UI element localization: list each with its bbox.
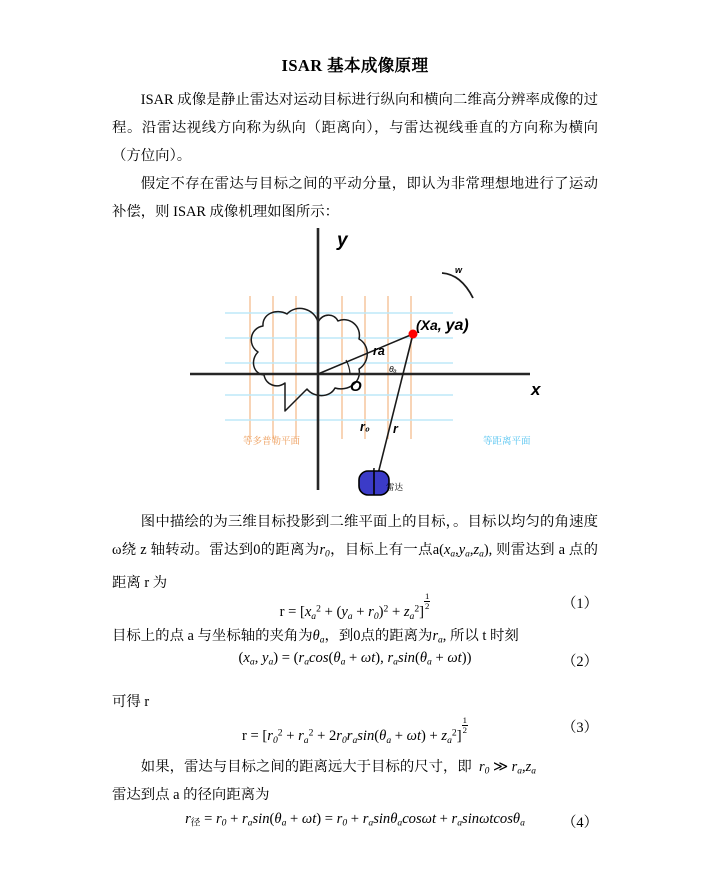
equation-1-number: （1） [562, 596, 598, 612]
page-title: ISAR 基本成像原理 [281, 56, 429, 75]
omega-label: w [455, 265, 463, 275]
origin-label: O [350, 378, 362, 395]
axis-y-label: y [337, 230, 348, 251]
paragraph-intro: ISAR 成像是静止雷达对运动目标进行纵向和横向二维高分辨率成像的过程。沿雷达视线方向称为纵向（距离向），与雷达视线垂直的方向称为横向（方位向）。 [112, 92, 598, 164]
axis-x-label: x [531, 380, 541, 399]
paragraph-far-field-condition: 如果，雷达与目标之间的距离远大于目标的尺寸，即 $r_0$ ≫ $r_a,z_a$ [140, 759, 536, 777]
r0-label: r₀ [360, 420, 370, 434]
omega-arc [442, 273, 473, 298]
isar-geometry-figure [190, 228, 570, 500]
point-a-y-label: ya) [445, 317, 469, 334]
point-a-x-label: (Xa [416, 317, 438, 333]
iso-range-plane-label: 等距离平面 [483, 436, 531, 447]
equation-2-number: （2） [562, 654, 598, 670]
point-a-separator: , [437, 317, 442, 333]
paragraph-assumption: 假定不存在雷达与目标之间的平动分量，即认为非常理想地进行了运动补偿，则 ISAR 成像机理如图所示： [112, 176, 598, 220]
paragraph-derive-r: 可得 r [112, 694, 150, 710]
equation-2-row [112, 650, 598, 680]
figure-canvas [190, 228, 570, 500]
point-a-coordinates-label [416, 317, 469, 335]
equation-3-row [112, 716, 598, 746]
theta-a-label: θₐ [389, 364, 397, 374]
equation-1-row [112, 592, 598, 622]
equation-2-body: ($x_a$, $y_a) = (r_a\cos(\theta_a + \omega t)$, $r_a\sin(\theta_a + \omega t)$) [238, 650, 472, 668]
equation-3-number: （3） [562, 720, 598, 736]
iso-doppler-plane-label: 等多普勒平面 [243, 436, 301, 447]
equation-4-row [112, 811, 598, 841]
radar-label: 雷达 [386, 482, 404, 492]
r-label: r [393, 422, 398, 436]
iso-doppler-gridlines [250, 296, 411, 439]
paragraph-three-d-projection: 图中描绘的为三维目标投影到二维平面上的目标，。目标以均匀的角速度ω绕 z 轴转动。雷达到0的距离为$r_0$，目标上有一点$a(x_a,y_a,z_a)$, 则雷达到 a 点的距离 r 为 [112, 514, 598, 591]
paragraph-radial-distance: 雷达到点 a 的径向距离为 [112, 787, 270, 803]
equation-3-body: $r = [r_0^2 + r_a^2 + 2r_0r_a\sin(\theta_a + \omega t) + z_a^2]$ $\frac{1}{2}$ [242, 715, 467, 746]
ra-label: ra [373, 344, 385, 358]
equation-4-number: （4） [562, 815, 598, 831]
equation-4-body: $r_径 = r_0 + r_a\sin(\theta_a + \omega t) = r_0 + r_a\sin\theta_a\cos\omega t + r_a\sin\omega tcos\theta_a$ [185, 811, 525, 829]
equation-1-body: $r = [x_a^2 + (y_a + r_0)^2 + z_a^2]$ $\frac{1}{2}$ [279, 591, 430, 622]
paragraph-angle-definition: 目标上的点 a 与坐标轴的夹角为$\theta_a$，到0点的距离为$r_a$, 所以 t 时刻 [112, 628, 519, 646]
